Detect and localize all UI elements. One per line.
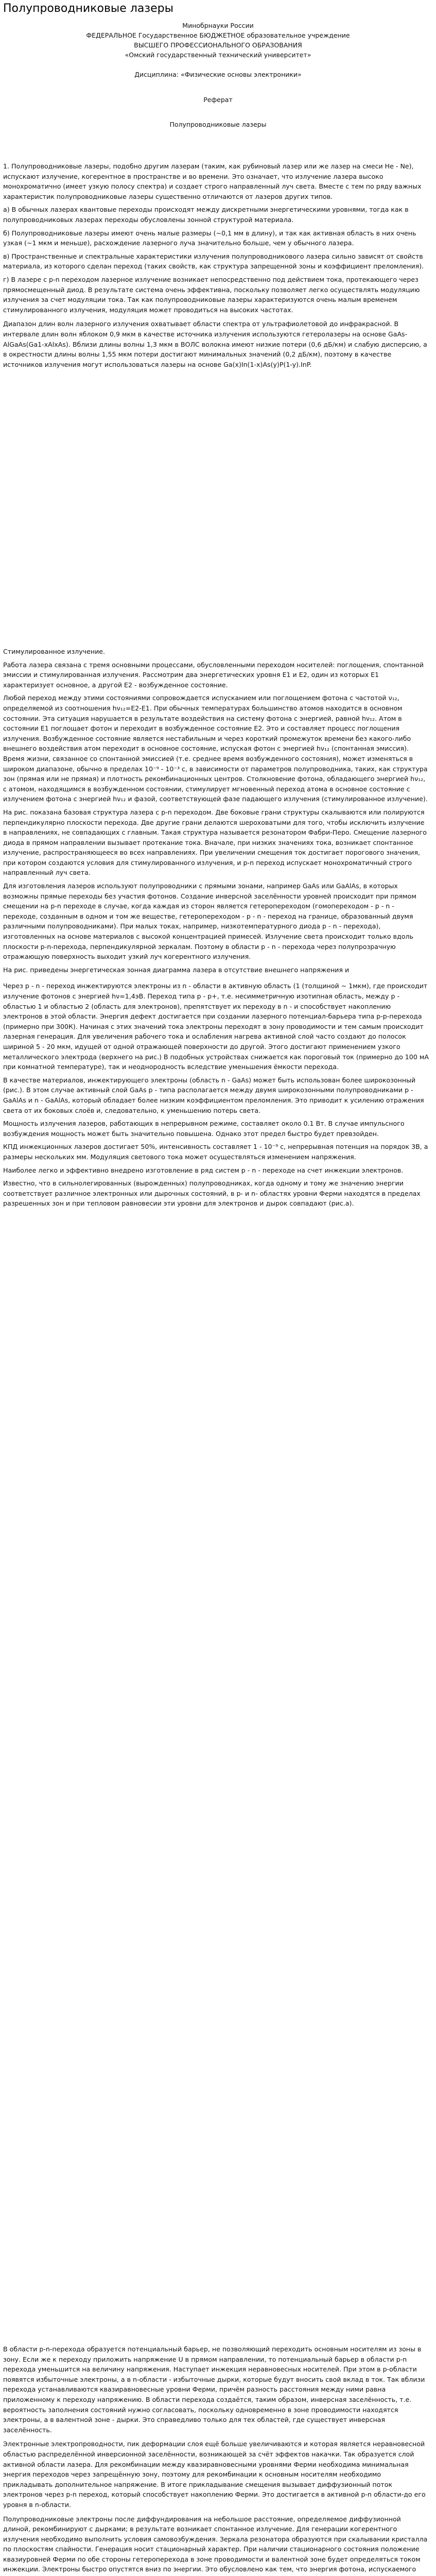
paragraph: а) В обычных лазерах квантовые переходы происходят между дискретными энергетическими уровнями, тогда как в полупроводниковых лазерах переходы обусловлены зонной структурой материала. (3, 206, 409, 224)
paragraph: В качестве материалов, инжектирующего электроны (область n - GaAs) может быть использован более широкозонный (рис.). В этом случае активный слой GaAs р - типа располагается между двумя широкозонными полупроводниками р - GaAlAs и n - GaAlAs, который обладает более низким коэффициентом преломления. Это приводит к усилению отражения света от их боковых слоёв и, следовательно, к уменьшению потерь света. (3, 1076, 424, 1114)
paragraph: Для изготовления лазеров используют полупроводники с прямыми зонами, например GaAs или GaAlAs, в которых возможны прямые переходы без участия фотонов. Создание инверсной заселённости уровней происходит при прямом смещении на p-n переходе в случае, когда каждая из сторон является гетеропереходом (гомопереходом - р - n - переходе, созданным в одном и том же веществе, гетеропереходом - р - n - переход на границе, образованный двумя различными полупроводниками). При малых токах, например, низкотемпературного диода р - n - перехода), изготовленных на основе материалов с высокой концентрацией примесей. Излучение света происходит только вдоль плоскости р-n-перехода, перпендикулярной зеркалам. Поэтому в области р - n - перехода через полупрозрачную отражающую поверхность выходит узкий луч когерентного излучения. (3, 882, 416, 961)
paragraph: 1. Полупроводниковые лазеры, подобно другим лазерам (таким, как рубиновый лазер или же лазер на смеси Не - Ne), испускают излучение, когерентное в пространстве и во времени. Это означает, что излучение лазера высоко монохроматично (имеет узкую полосу спектра) и создает строго направленный луч света. Вместе с тем по ряду важных характеристик полупроводниковые лазеры существенно отличаются от лазеров других типов. (3, 162, 422, 200)
document-type: Реферат (203, 96, 233, 104)
topic-line: Полупроводниковые лазеры (169, 121, 267, 128)
paragraph: На рис. показана базовая структура лазера с p-n переходом. Две боковые грани структуры скалываются или полируются перпендикулярно плоскости перехода. Две другие грани делаются шероховатыми для того, чтобы исключить излучение в направлениях, не совпадающих с главным. Такая структура называется резонатором Фабри-Перо. Смещение лазерного диода в прямом направлении вызывает протекание тока. Вначале, при низких значениях тока, возникает спонтанное излучение, распространяющееся во всех направлениях. При увеличении смещения ток достигает порогового значения, при котором создаются условия для стимулированного излучения, и p-n переход испускает монохроматичный строго направленный луч света. (3, 808, 427, 877)
education-line: ВЫСШЕГО ПРОФЕССИОНАЛЬНОГО ОБРАЗОВАНИЯ (134, 41, 302, 49)
paragraph: б) Полупроводниковые лазеры имеют очень малые размеры (~0,1 мм в длину), и так как активная область в них очень узкая (~1 мкм и меньше), расхождение лазерного луча значительно больше, чем у обычного лазера. (3, 229, 416, 247)
section-intro (3, 161, 429, 369)
paragraph: Любой переход между этими состояниями сопровождается испусканием или поглощением фотона с частотой ν₁₂, определяемой из соотношения hν₁₂=E2-E1. При обычных температурах большинство атомов находится в основном состоянии. Эта ситуация нарушается в результате воздействия на систему фотона с энергией, равной hν₁₂. Атом в состоянии E1 поглощает фотон и переходит в возбужденное состояние E2. Это и составляет процесс поглощения излучения. Возбужденное состояние является нестабильным и через короткий промежуток времени без какого-либо внешнего воздействия атом переходит в основное состояние, испуская фотон с энергией hν₁₂ (спонтанная эмиссия). Время жизни, связанное со спонтанной эмиссией (т.е. среднее время возбужденного состояния), может изменяться в широком диапазоне, обычно в пределах 10⁻⁹ - 10⁻³ с, в зависимости от параметров полупроводника, таких, как структура зон (прямая или не прямая) и плотность рекомбинационных центров. Столкновение фотона, обладающего энергией hν₁₂, с атомом, находящимся в возбужденном состоянии, стимулирует мгновенный переход атома в основное состояние с излучением фотона с энергией hν₁₂ и фазой, соответствующей фазе падающего излучения (стимулированное излучение). (3, 694, 428, 803)
paragraph: Через р - n - переход инжектируются электроны из n - области в активную область (1 (толщиной ~ 1мкм), где происходит излучение фотонов с энергией hν=1,4эВ. Переход типа р - р+, т.е. несимметричную изотипная область, между р - областью 1 и областью 2 (область для электронов), препятствует их переходу в n - и способствует накоплению электронов в этой области. Энергия дефект достигается при создании лазерного потенциал-барьера типа р-р-перехода (примерно при 300К). Начиная с этих значений тока электроны переходят в зону проводимости и тем самым происходит лазерная генерация. Для увеличения рабочего тока и ослабления нагрева активной слой часто создают до полосок шириной 5 - 20 мкм, идущей от одной отражающей поверхности до другой. Этого достигают применением узкого металлического электрода (верхнего на рис.) В подобных устройствах снижается как пороговый ток (примерно до 100 мА при комнатной температуре), так и неоднородность вследствие уменьшения ёмкости перехода. (3, 982, 429, 1071)
institution-line: ФЕДЕРАЛЬНОЕ Государственное БЮДЖЕТНОЕ образовательное учреждение (86, 31, 350, 39)
page-title: Полупроводниковые лазеры (3, 2, 173, 15)
paragraph: Электронные электропроводности, пик деформации слоя ещё больше увеличиваются и которая является неравновесной областью распределённой инверсионной заселённости, возникающей за счёт эффектов накачки. Так образуется слой активной области лазера. Для рекомбинации между квазиравновесными уровнями Ферми необходима минимальная энергия переходов через запрещённую зону, поэтому для рекомбинации к основным носителям необходимо прикладывать дополнительное напряжение. В итоге прикладывание смещения вызывает диффузионный поток электронов через р-n переход, который способствует накоплению Ферми. Это достигается в активной р-n области-до его уровня в n-области. (3, 2440, 426, 2509)
discipline-line: Дисциплина: «Физические основы электроники» (134, 71, 302, 78)
section-stimulated-emission (3, 647, 429, 1209)
paragraph: Работа лазера связана с тремя основными процессами, обусловленными переходом носителей: поглощения, спонтанной эмиссии и стимулированная излучения. Рассмотрим два энергетических уровня E1 и E2, один из которых E1 характеризует основное, а другой E2 - возбужденное состояние. (3, 660, 424, 689)
paragraph: КПД инжекционных лазеров достигает 50%, интенсивность составляет 1 - 10⁻⁹ с, непрерывная потенция на порядок 3В, а размеры нескольких мм. Модуляция светового тока может осуществляться изменением напряжения. (3, 1143, 428, 1161)
paragraph: Мощность излучения лазеров, работающих в непрерывном режиме, составляет около 0.1 Вт. В случае импульсного возбуждения мощность может быть значительно повышена. Однако этот предел быстро будет превзойден. (3, 1120, 405, 1138)
paragraph: в) Пространственные и спектральные характеристики излучения полупроводникового лазера сильно зависят от свойств материала, из которого сделан переход (таких свойств, как структура запрещенной зоны и коэффициент преломления). (3, 252, 424, 270)
paragraph: Полупроводниковые электроны после диффундирования на небольшое расстояние, определяемое диффузионной длиной, рекомбинируют с дырками; в результате возникает спонтанное излучение. Для генерации когерентного излучения необходимо выполнить условия самовозбуждения. Зеркала резонатора образуются при скалывании кристалла по плоскостям спайности. Генерация носит стационарный характер. При наличии стационарного состояния положение квазиуровней Ферми по обе стороны гетероперехода в зоне проводимости и валентной зоне будет определяться током инжекции. Электроны быстро опустятся вниз по энергии. Это обусловлено как тем, что энергия фотона, испускаемого (3, 2515, 428, 2573)
section-pn-junction (3, 2344, 429, 2576)
paragraph: Известно, что в сильнолегированных (вырожденных) полупроводниках, когда одному и тому же значению энергии соответствует различное электронных или дырочных состояний, в р- и n- областях уровни Ферми находятся в пределах разрешенных зон и при тепловом равновесии эти уровни для электронов и дырок совпадают (рис.а). (3, 1179, 421, 1208)
section-heading: Стимулированное излучение. (3, 648, 106, 655)
university-line: «Омский государственный технический университет» (125, 51, 311, 59)
paragraph: В области р-n-перехода образуется потенциальный барьер, не позволяющий переходить основным носителям из зоны в зону. Если же к переходу приложить напряжение U в прямом направлении, то потенциальный барьер в области р-n перехода уменьшится на величину напряжения. Наступает инжекция неравновесных носителей. При этом в р-области появятся избыточные электроны, а в n-области - избыточные дырки, которые будут вносить свой вклад в ток. Так вблизи перехода устанавливаются квазиравновесные уровни Ферми, причём разность расстояния между ними равна приложенному к переходу напряжению. В области перехода создаётся, таким образом, инверсная заселённость, т.е. вероятность заполнения состояний нужно согласовать, поскольку одновременно в зоне проводимости находятся электроны, а в валентной зоне - дырки. Это справедливо только для тех областей, где существует инверсная заселённость. (3, 2345, 425, 2434)
paragraph: Наиболее легко и эффективно внедрено изготовление в ряд систем р - n - переходе на счет инжекции электронов. (3, 1166, 404, 1174)
paragraph: Диапазон длин волн лазерного излучения охватывает области спектра от ультрафиолетовой до инфракрасной. В интервале длин волн яблоком 0,9 мкм в качестве источника излучения используются гетеролазеры на основе GaAs-AlGaAs(Ga1-xAlxAs). Вблизи длины волны 1,3 мкм в ВОЛС волокна имеют низкие потери (0,6 дБ/км) и слабую дисперсию, а в окрестности длины волны 1,55 мкм потери достигают минимальных значений (0,2 дБ/км), поэтому в качестве источников излучения могут использоваться лазеры на основе Ga(x)In(1-x)As(y)P(1-y).InP. (3, 320, 427, 368)
paragraph: На рис. приведены энергетическая зонная диаграмма лазера в отсутствие внешнего напряжения и (3, 965, 350, 974)
paragraph: г) В лазере с p-n переходом лазерное излучение возникает непосредственно под действием тока, протекающего через прямосмещенный диод. В результате система очень эффективна, поскольку позволяет легко осуществлять модуляцию излучения за счет модуляции тока. Так как полупроводниковые лазеры характеризуются очень малым временем стимулированного излучения, модуляция может проводиться на высоких частотах. (3, 275, 420, 314)
ministry-line: Минобрнауки России (182, 22, 254, 29)
